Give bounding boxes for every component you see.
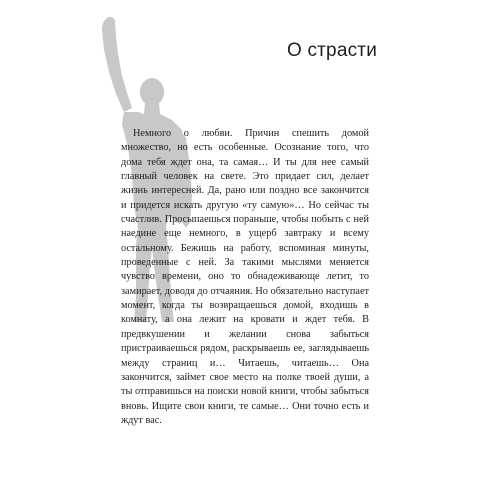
page-title: О страсти	[287, 40, 378, 61]
body-paragraph: Немного о любви. Причин спешить домой множество, но есть особенные. Осознание того, что дома тебя ждет она, та самая… И ты для нее самый главный человек на свете. Это придает сил, делает жизнь интересней. Да, рано или поздно все закончится и придется искать другую «ту самую»… Но сейчас ты счастлив. Просыпаешься пораньше, чтобы побыть с ней наедине еще немного, в ущерб завтраку и всему остальному. Бежишь на работу, вспоминая минуты, проведенные с ней. За такими мыслями меняется чувство времени, оно то обнадеживающе летит, то замирает, доводя до отчаяния. Но обязательно наступает момент, когда ты возвращаешься домой, входишь в комнату, а она лежит на кровати и ждет тебя. В предвкушении и желании снова забыться пристраиваешься рядом, раскрываешь ее, заглядываешь между страниц и… Читаешь, читаешь… Она закончится, займет свое место на полке твоей души, а ты отправишься на поиски новой книги, чтобы забыться вновь. Ищите свои книги, те самые… Они точно есть и ждут вас.	[121, 128, 369, 426]
